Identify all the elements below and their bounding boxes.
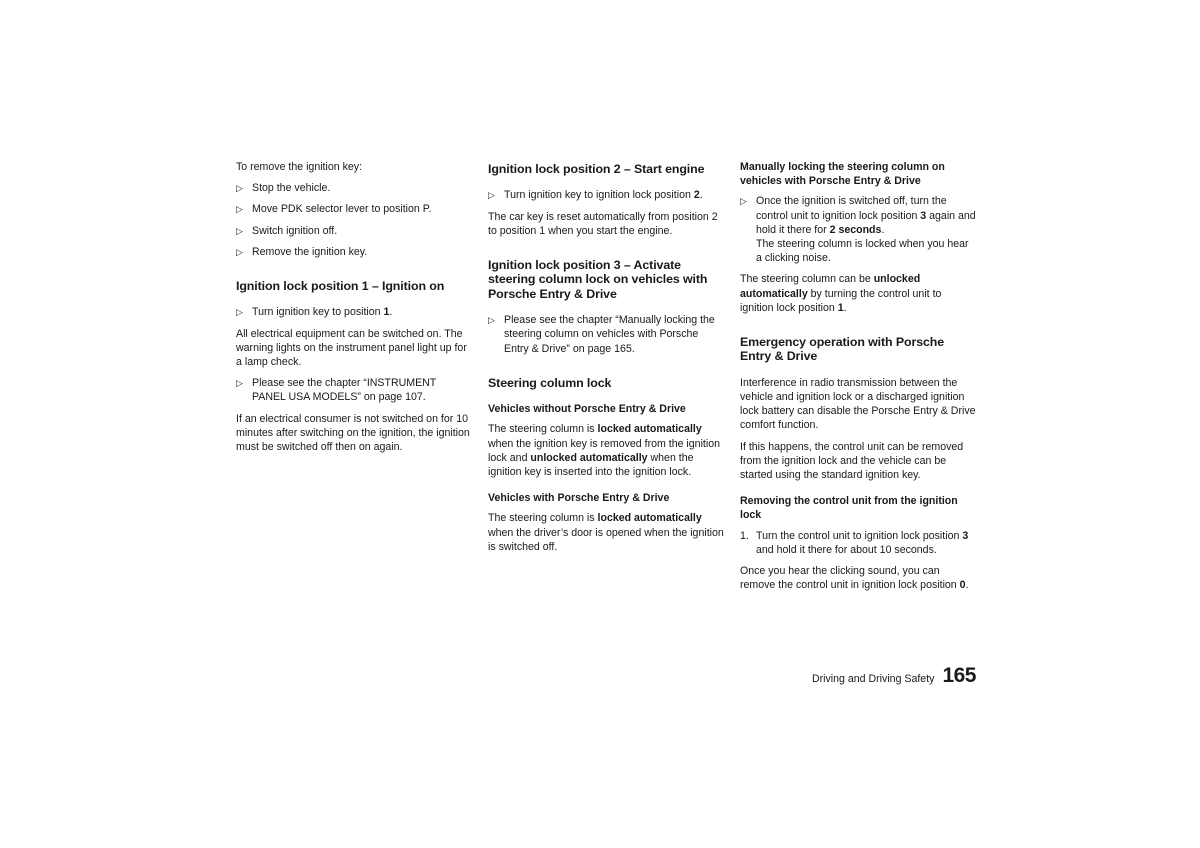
- position-1-description: All electrical equipment can be switched on. The warning lights on the instrument panel light up for a lamp check.: [236, 327, 467, 369]
- cross-reference: Please see the chapter “INSTRUMENT PANEL USA MODELS” on page 107.: [252, 377, 437, 404]
- triangle-bullet-icon: ▷: [236, 183, 243, 194]
- emergency-paragraph-1: Interference in radio transmission between the vehicle and ignition lock or a discharged ignition lock battery can disable the Porsche Entry & Drive comfort function.: [740, 376, 976, 432]
- list-item: ▷ Turn ignition key to position 1.: [236, 306, 393, 319]
- heading-position-3: Ignition lock position 3 – Activate steering column lock on vehicles with Porsche Entry & Drive: [488, 258, 708, 301]
- remove-key-intro: To remove the ignition key:: [236, 161, 363, 173]
- emergency-paragraph-2: If this happens, the control unit can be removed from the ignition lock and the vehicle can be started using the standard ignition key.: [740, 440, 964, 482]
- triangle-bullet-icon: ▷: [236, 204, 243, 215]
- subheading-removing-control-unit: Removing the control unit from the ignition lock: [740, 495, 958, 522]
- list-item: ▷ Remove the ignition key.: [236, 245, 368, 258]
- heading-emergency-operation: Emergency operation with Porsche Entry & Drive: [740, 335, 945, 364]
- section-title: Driving and Driving Safety: [811, 673, 935, 685]
- triangle-bullet-icon: ▷: [236, 246, 243, 257]
- position-2-description: The car key is reset automatically from position 2 to position 1 when you start the engine.: [488, 210, 718, 237]
- triangle-bullet-icon: ▷: [740, 196, 747, 207]
- cross-reference: Please see the chapter “Manually locking the steering column on vehicles with Porsche Entry & Drive” on page 165.: [504, 314, 715, 355]
- with-entry-drive-text: The steering column is locked automatically when the driver’s door is opened when the ignition is switched off.: [488, 512, 724, 553]
- list-item: ▷ Switch ignition off.: [236, 224, 338, 237]
- list-item: ▷ Stop the vehicle.: [236, 182, 331, 195]
- step-number: 1.: [740, 529, 749, 542]
- column-1: [236, 160, 472, 461]
- triangle-bullet-icon: ▷: [236, 378, 243, 389]
- list-item: [488, 313, 724, 356]
- triangle-bullet-icon: ▷: [488, 190, 495, 201]
- page-footer: [740, 664, 976, 688]
- unlock-text: The steering column can be unlocked automatically by turning the control unit to ignition lock position 1.: [740, 273, 942, 314]
- without-entry-drive-text: The steering column is locked automatically when the ignition key is removed from the ignition lock and unlocked automatically when the ignition key is inserted into the ignition lock.: [488, 423, 721, 479]
- list-item: ▷ Once the ignition is switched off, turn the control unit to ignition lock position 3 again and hold it there for 2 seconds. The steering column is locked when you hear a clicking noise.: [740, 195, 976, 265]
- subheading-manual-locking: Manually locking the steering column on vehicles with Porsche Entry & Drive: [740, 161, 945, 188]
- column-2: [488, 160, 724, 561]
- list-item: ▷ Turn ignition key to ignition lock position 2.: [488, 189, 703, 202]
- consumer-note: If an electrical consumer is not switched on for 10 minutes after switching on the ignition, the ignition must be switched off then on again.: [236, 412, 470, 454]
- page-number: 165: [942, 664, 976, 687]
- triangle-bullet-icon: ▷: [236, 225, 243, 236]
- heading-position-1: Ignition lock position 1 – Ignition on: [236, 279, 445, 294]
- heading-steering-column-lock: Steering column lock: [488, 375, 612, 390]
- triangle-bullet-icon: ▷: [488, 315, 495, 326]
- list-item: 1. Turn the control unit to ignition lock position 3 and hold it there for about 10 seconds.: [740, 529, 969, 556]
- list-item: ▷ Move PDK selector lever to position P.: [236, 203, 432, 216]
- final-instruction: Once you hear the clicking sound, you can remove the control unit in ignition lock position 0.: [740, 565, 969, 592]
- list-item: [236, 376, 472, 404]
- heading-position-2: Ignition lock position 2 – Start engine: [488, 162, 705, 176]
- triangle-bullet-icon: ▷: [236, 307, 243, 318]
- column-3: [740, 160, 976, 599]
- subheading-without-entry-drive: Vehicles without Porsche Entry & Drive: [488, 403, 686, 416]
- subheading-with-entry-drive: Vehicles with Porsche Entry & Drive: [488, 492, 670, 505]
